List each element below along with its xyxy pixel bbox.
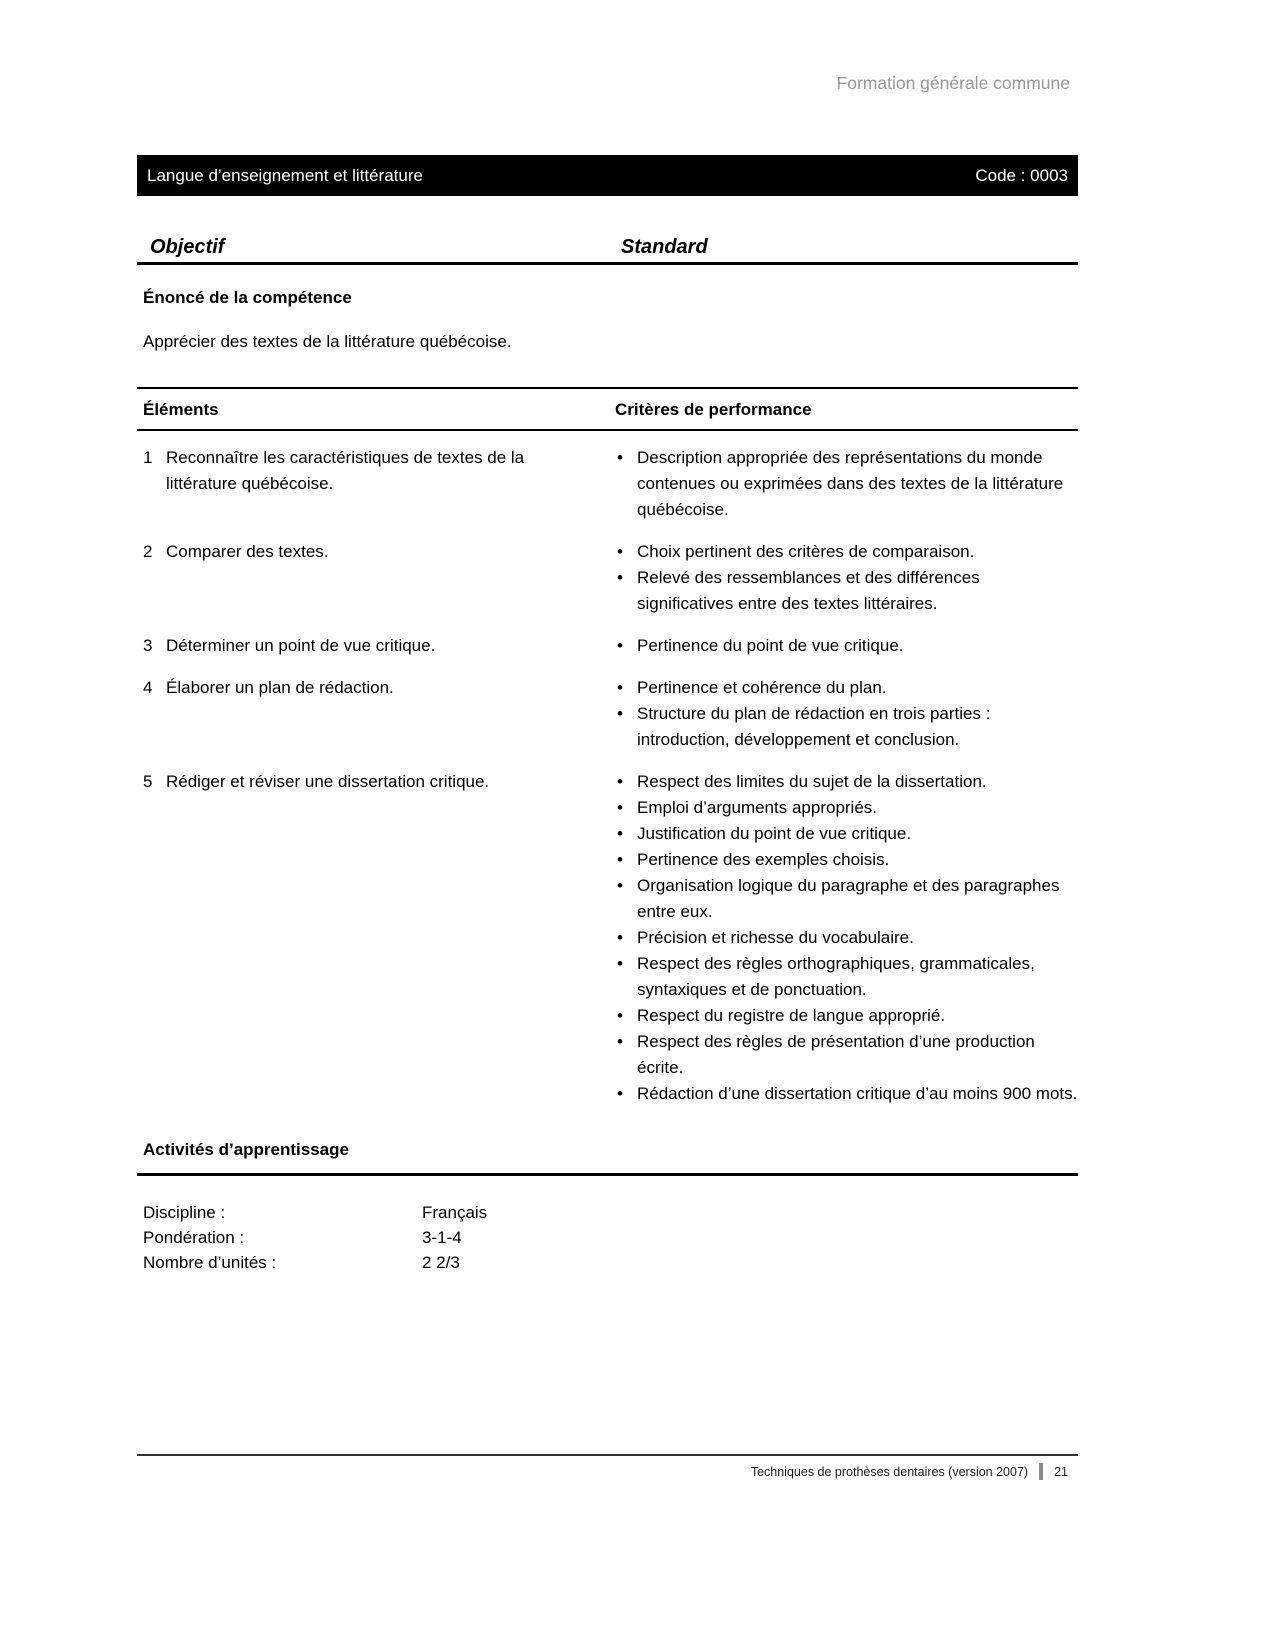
criterion-item (615, 539, 1078, 565)
activities-heading: Activités d’apprentissage (137, 1137, 1078, 1176)
footer-text: Techniques de prothèses dentaires (version 2007) (750, 1464, 1029, 1479)
field-value: Français (422, 1203, 488, 1222)
criteria-cell (615, 445, 1078, 523)
element-number: 3 (143, 636, 153, 655)
element-row (137, 539, 1078, 617)
bullet-icon: • (617, 876, 623, 895)
activity-field-row (137, 1250, 1078, 1275)
field-label: Discipline : (143, 1203, 226, 1222)
criterion-item (615, 1003, 1078, 1029)
element-text: Élaborer un plan de rédaction. (166, 678, 394, 697)
element-text: Rédiger et réviser une dissertation critique. (166, 772, 490, 791)
element-row (137, 633, 1078, 659)
objectif-heading: Objectif (150, 236, 225, 258)
activity-field-row (137, 1225, 1078, 1250)
criterion-item (615, 701, 1078, 753)
criteria-cell (615, 539, 1078, 617)
competence-heading: Énoncé de la compétence (143, 288, 352, 307)
competence-statement: Apprécier des textes de la littérature québécoise. (143, 332, 512, 351)
footer-divider-bar (1039, 1463, 1043, 1480)
bullet-icon: • (617, 704, 623, 723)
bullet-icon: • (617, 636, 623, 655)
element-cell (137, 445, 615, 523)
field-label: Pondération : (143, 1228, 245, 1247)
criterion-item (615, 565, 1078, 617)
element-cell (137, 769, 615, 1107)
criterion-item (615, 821, 1078, 847)
criterion-text: Pertinence du point de vue critique. (637, 636, 904, 655)
bullet-icon: • (617, 850, 623, 869)
bullet-icon: • (617, 1084, 623, 1103)
page-footer (137, 1454, 1078, 1480)
element-text: Comparer des textes. (166, 542, 329, 561)
criteria-cell (615, 769, 1078, 1107)
heading-rule (137, 262, 1078, 265)
column-headings (137, 232, 1078, 262)
bullet-icon: • (617, 448, 623, 467)
elements-table (137, 445, 1078, 1107)
element-row (137, 675, 1078, 753)
standard-heading: Standard (621, 236, 708, 258)
criterion-item (615, 795, 1078, 821)
criterion-item (615, 925, 1078, 951)
bullet-icon: • (617, 1032, 623, 1051)
criterion-text: Emploi d’arguments appropriés. (637, 798, 878, 817)
criterion-text: Précision et richesse du vocabulaire. (637, 928, 914, 947)
criterion-item (615, 847, 1078, 873)
criteria-cell (615, 675, 1078, 753)
element-text: Déterminer un point de vue critique. (166, 636, 436, 655)
field-value: 3-1-4 (422, 1228, 462, 1247)
element-number: 4 (143, 678, 153, 697)
bullet-icon: • (617, 928, 623, 947)
criterion-text: Respect des limites du sujet de la dissertation. (637, 772, 987, 791)
element-cell (137, 675, 615, 753)
criterion-text: Rédaction d’une dissertation critique d’au moins 900 mots. (637, 1084, 1078, 1103)
criterion-item (615, 675, 1078, 701)
criterion-text: Pertinence des exemples choisis. (637, 850, 890, 869)
course-code: Code : 0003 (975, 165, 1068, 185)
criterion-text: Description appropriée des représentations du monde contenues ou exprimées dans des textes de la littérature québécoise. (637, 448, 1064, 519)
element-number: 2 (143, 542, 153, 561)
field-label: Nombre d’unités : (143, 1253, 277, 1272)
bullet-icon: • (617, 1006, 623, 1025)
bullet-icon: • (617, 824, 623, 843)
page-number: 21 (1054, 1464, 1068, 1479)
table-header-row (137, 387, 1078, 431)
criterion-text: Respect des règles orthographiques, grammaticales, syntaxiques et de ponctuation. (637, 954, 1035, 999)
title-bar (137, 155, 1078, 196)
criterion-item (615, 1081, 1078, 1107)
criterion-item (615, 873, 1078, 925)
bullet-icon: • (617, 542, 623, 561)
criterion-text: Choix pertinent des critères de comparaison. (637, 542, 975, 561)
bullet-icon: • (617, 568, 623, 587)
element-cell (137, 539, 615, 617)
element-number: 5 (143, 772, 153, 791)
element-text: Reconnaître les caractéristiques de textes de la littérature québécoise. (166, 448, 525, 493)
activities-fields (137, 1200, 1078, 1275)
elements-header: Éléments (143, 400, 219, 419)
criterion-text: Structure du plan de rédaction en trois parties : introduction, développement et conclusion. (637, 704, 991, 749)
criterion-item (615, 951, 1078, 1003)
criterion-text: Organisation logique du paragraphe et des paragraphes entre eux. (637, 876, 1060, 921)
criteria-header: Critères de performance (615, 400, 812, 419)
activity-field-row (137, 1200, 1078, 1225)
bullet-icon: • (617, 772, 623, 791)
course-title: Langue d’enseignement et littérature (147, 165, 423, 185)
bullet-icon: • (617, 678, 623, 697)
criterion-text: Pertinence et cohérence du plan. (637, 678, 887, 697)
criterion-text: Justification du point de vue critique. (637, 824, 912, 843)
criterion-item (615, 1029, 1078, 1081)
criterion-text: Relevé des ressemblances et des différences significatives entre des textes littéraires. (637, 568, 980, 613)
criterion-text: Respect des règles de présentation d’une production écrite. (637, 1032, 1035, 1077)
criterion-item (615, 445, 1078, 523)
element-cell (137, 633, 615, 659)
criteria-cell (615, 633, 1078, 659)
bullet-icon: • (617, 954, 623, 973)
element-row (137, 769, 1078, 1107)
page-content (137, 0, 1078, 1275)
bullet-icon: • (617, 798, 623, 817)
element-row (137, 445, 1078, 523)
field-value: 2 2/3 (422, 1253, 460, 1272)
document-category: Formation générale commune (836, 73, 1070, 93)
criterion-item (615, 633, 1078, 659)
element-number: 1 (143, 448, 153, 467)
criterion-item (615, 769, 1078, 795)
criterion-text: Respect du registre de langue approprié. (637, 1006, 946, 1025)
